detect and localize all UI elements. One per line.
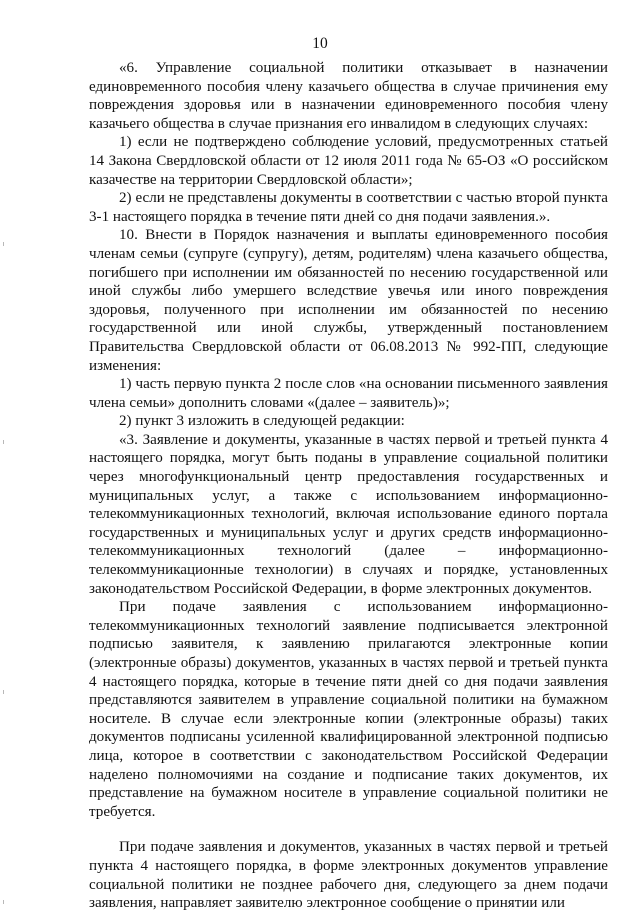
paragraph-electronic-signature: При подаче заявления с использованием информационно-телекоммуникационных технологий заявление подписывается электронной подписью заявителя, к заявлению прилагаются электронные копии (электронные образы) документов, указанных в частях первой и третьей пункта 4 настоящего порядка, которые в течение пяти дней со дня подачи заявления представляются заявителем в управление социальной политики на бумажном носителе. В случае если электронные копии (электронные образы) таких документов подписаны усиленной квалифицированной электронной подписью лица, которое в соответствии с законодательством Российской Федерации наделено полномочиями на создание и подписание таких документов, их представление на бумажном носителе в управление социальной политики не требуется.	[89, 599, 608, 820]
binding-mark	[3, 900, 4, 904]
binding-mark	[3, 690, 4, 694]
paragraph-electronic-submission: При подаче заявления и документов, указанных в частях первой и третьей пункта 4 настоящего порядка, в форме электронных документов управление социальной политики не позднее рабочего дня, следующего за днем подачи заявления, направляет заявителю электронное сообщение о принятии или	[89, 839, 608, 912]
page-number: 10	[312, 35, 328, 52]
paragraph-item-10: 10. Внести в Порядок назначения и выплаты единовременного пособия членам семьи (супруге (супругу), детям, родителям) члена казачьего общества, погибшего при исполнении им обязанностей по несению государственной или иной службы либо умершего вследствие увечья или иного повреждения здоровья, полученного при исполнении им обязанностей по несению государственной или иной службы, утвержденный постановлением Правительства Свердловской области от 06.08.2013 № 992-ПП, следующие изменения:	[89, 227, 608, 374]
paragraph-subitem-1: 1) если не подтверждено соблюдение условий, предусмотренных статьей 14 Закона Свердловской области от 12 июля 2011 года № 65-ОЗ «О российском казачестве на территории Свердловской области»;	[89, 134, 608, 188]
paragraph-item-6: «6. Управление социальной политики отказывает в назначении единовременного пособия члену казачьего общества в случае причинения ему повреждения здоровья или в назначении единовременного пособия члену казачьего общества в случае признания его инвалидом в следующих случаях:	[89, 60, 608, 132]
document-body	[89, 59, 608, 913]
binding-mark	[3, 440, 4, 444]
paragraph-subitem-2: 2) если не представлены документы в соответствии с частью второй пункта 3-1 настоящего порядка в течение пяти дней со дня подачи заявления.».	[89, 190, 608, 225]
paragraph-point-3: «3. Заявление и документы, указанные в частях первой и третьей пункта 4 настоящего порядка, могут быть поданы в управление социальной политики через многофункциональный центр предоставления государственных и муниципальных услуг, а также с использованием информационно-телекоммуникационных технологий, включая использование единого портала государственных и муниципальных услуг и других средств информационно-телекоммуникационных технологий (далее – информационно-телекоммуникационные технологии) в случаях и порядке, установленных законодательством Российской Федерации, в форме электронных документов.	[89, 431, 608, 597]
binding-mark	[3, 242, 4, 246]
paragraph-change-2: 2) пункт 3 изложить в следующей редакции:	[119, 413, 405, 430]
paragraph-change-1: 1) часть первую пункта 2 после слов «на основании письменного заявления члена семьи» дополнить словами «(далее – заявитель)»;	[89, 376, 608, 411]
